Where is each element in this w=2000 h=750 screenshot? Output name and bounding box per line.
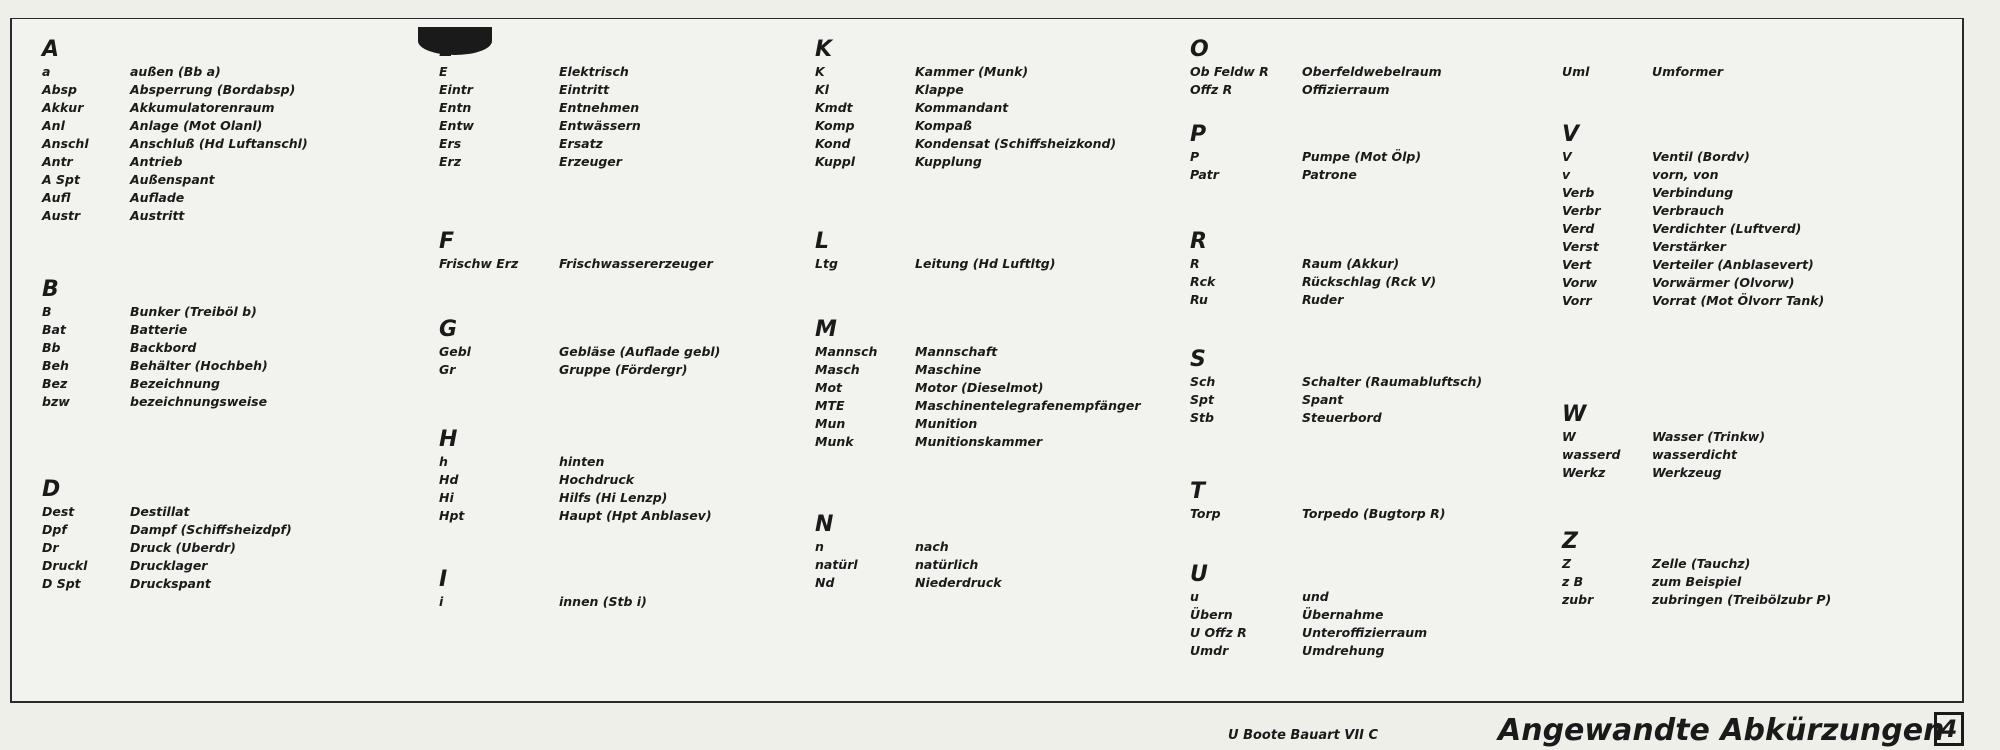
page-number: 4	[1934, 712, 1964, 746]
abbreviation-meaning: Mannschaft	[915, 344, 998, 359]
abbreviation: Erz	[439, 154, 461, 169]
abbreviation: Beh	[42, 358, 69, 373]
abbreviation: Bb	[42, 340, 61, 355]
abbreviation-meaning: Auflade	[130, 190, 185, 205]
abbreviation-meaning: Munition	[915, 416, 978, 431]
abbreviation: zubr	[1562, 592, 1594, 607]
abbreviation: V	[1562, 149, 1572, 164]
abbreviation: Vorw	[1562, 275, 1598, 290]
abbreviation: U Offz R	[1190, 625, 1247, 640]
abbreviation-meaning: Gruppe (Fördergr)	[559, 362, 688, 377]
abbreviation-meaning: Offizierraum	[1302, 82, 1390, 97]
abbreviation-meaning: Hilfs (Hi Lenzp)	[559, 490, 668, 505]
abbreviation: Eintr	[439, 82, 473, 97]
section-letter: P	[1190, 122, 1207, 147]
abbreviation: Entw	[439, 118, 474, 133]
section-letter: I	[439, 567, 448, 592]
section-letter: E	[439, 37, 455, 62]
abbreviation: i	[439, 594, 444, 609]
abbreviation: Z	[1562, 556, 1572, 571]
abbreviation-meaning: Verstärker	[1652, 239, 1726, 254]
abbreviation: K	[815, 64, 825, 79]
abbreviation-meaning: Entnehmen	[559, 100, 640, 115]
abbreviation: Kuppl	[815, 154, 856, 169]
abbreviation-meaning: vorn, von	[1652, 167, 1719, 182]
abbreviation: P	[1190, 149, 1200, 164]
abbreviation: Frischw Erz	[439, 256, 519, 271]
abbreviation: Vert	[1562, 257, 1592, 272]
abbreviation-meaning: Umformer	[1652, 64, 1724, 79]
abbreviation: Dpf	[42, 522, 67, 537]
abbreviation: Offz R	[1190, 82, 1233, 97]
abbreviation-meaning: Bezeichnung	[130, 376, 220, 391]
abbreviation: a	[42, 64, 51, 79]
abbreviation-meaning: Wasser (Trinkw)	[1652, 429, 1766, 444]
abbreviation-meaning: Niederdruck	[915, 575, 1002, 590]
abbreviation-meaning: nach	[915, 539, 949, 554]
abbreviation-meaning: Anlage (Mot Olanl)	[130, 118, 263, 133]
abbreviation: Absp	[42, 82, 78, 97]
abbreviation: Akkur	[42, 100, 84, 115]
abbreviation-meaning: Verdichter (Luftverd)	[1652, 221, 1802, 236]
abbreviation: Mot	[815, 380, 843, 395]
abbreviation-meaning: Zelle (Tauchz)	[1652, 556, 1751, 571]
abbreviation: Aufl	[42, 190, 71, 205]
abbreviation-meaning: Unteroffizierraum	[1302, 625, 1428, 640]
abbreviation-meaning: Munitionskammer	[915, 434, 1043, 449]
abbreviation: Sch	[1190, 374, 1216, 389]
abbreviation: Patr	[1190, 167, 1219, 182]
abbreviation-meaning: Druck (Uberdr)	[130, 540, 236, 555]
abbreviation-meaning: außen (Bb a)	[130, 64, 221, 79]
abbreviation: Verd	[1562, 221, 1595, 236]
abbreviation: MTE	[815, 398, 845, 413]
abbreviation-meaning: Außenspant	[130, 172, 215, 187]
abbreviation: natürl	[815, 557, 858, 572]
abbreviation-meaning: Vorrat (Mot Ölvorr Tank)	[1652, 293, 1825, 308]
abbreviation: E	[439, 64, 448, 79]
abbreviation-meaning: Antrieb	[130, 154, 183, 169]
abbreviation-meaning: Kommandant	[915, 100, 1009, 115]
abbreviation-meaning: Motor (Dieselmot)	[915, 380, 1044, 395]
abbreviation-meaning: Haupt (Hpt Anblasev)	[559, 508, 712, 523]
abbreviation: Entn	[439, 100, 472, 115]
abbreviation: Kmdt	[815, 100, 853, 115]
abbreviation-meaning: Erzeuger	[559, 154, 622, 169]
abbreviation: Stb	[1190, 410, 1214, 425]
abbreviation-meaning: Akkumulatorenraum	[130, 100, 275, 115]
abbreviation: Anl	[42, 118, 65, 133]
abbreviation-meaning: Frischwassererzeuger	[559, 256, 713, 271]
abbreviation: Verst	[1562, 239, 1599, 254]
section-letter: N	[815, 512, 834, 537]
abbreviation-meaning: Schalter (Raumabluftsch)	[1302, 374, 1483, 389]
abbreviation: Übern	[1190, 607, 1233, 622]
abbreviation: Nd	[815, 575, 835, 590]
footer-type-code: U Boote Bauart VII C	[1228, 728, 1379, 743]
section-letter: L	[815, 229, 830, 254]
section-letter: G	[439, 317, 458, 342]
abbreviation-meaning: Kammer (Munk)	[915, 64, 1029, 79]
abbreviation-meaning: Gebläse (Auflade gebl)	[559, 344, 721, 359]
abbreviation: Werkz	[1562, 465, 1606, 480]
abbreviation: Masch	[815, 362, 860, 377]
abbreviation-meaning: Steuerbord	[1302, 410, 1382, 425]
abbreviation: Kl	[815, 82, 829, 97]
abbreviation: Hi	[439, 490, 454, 505]
abbreviation: wasserd	[1562, 447, 1621, 462]
abbreviation-meaning: Vorwärmer (Olvorw)	[1652, 275, 1795, 290]
abbreviation: bzw	[42, 394, 70, 409]
abbreviation-meaning: Leitung (Hd Luftltg)	[915, 256, 1056, 271]
section-letter: H	[439, 427, 458, 452]
abbreviation-meaning: Verbrauch	[1652, 203, 1725, 218]
abbreviation: u	[1190, 589, 1199, 604]
abbreviation-meaning: Rückschlag (Rck V)	[1302, 274, 1437, 289]
abbreviation: D Spt	[42, 576, 81, 591]
abbreviation-meaning: Spant	[1302, 392, 1344, 407]
section-letter: U	[1190, 562, 1208, 587]
abbreviation: Bez	[42, 376, 68, 391]
abbreviation: Verb	[1562, 185, 1595, 200]
abbreviation-meaning: Austritt	[130, 208, 185, 223]
section-letter: Z	[1562, 529, 1578, 554]
abbreviation: n	[815, 539, 824, 554]
abbreviation-meaning: Absperrung (Bordabsp)	[130, 82, 296, 97]
abbreviation-meaning: Kompaß	[915, 118, 972, 133]
section-letter: A	[42, 37, 60, 62]
ink-blot	[418, 27, 492, 55]
abbreviation: Austr	[42, 208, 81, 223]
abbreviation: Gr	[439, 362, 456, 377]
abbreviation: Anschl	[42, 136, 89, 151]
abbreviation: W	[1562, 429, 1576, 444]
abbreviation-meaning: Batterie	[130, 322, 188, 337]
section-letter: W	[1562, 402, 1587, 427]
abbreviation-meaning: Entwässern	[559, 118, 641, 133]
abbreviation-meaning: Destillat	[130, 504, 190, 519]
abbreviation: A Spt	[42, 172, 80, 187]
section-letter: F	[439, 229, 455, 254]
abbreviation-meaning: Klappe	[915, 82, 964, 97]
abbreviation-meaning: Kondensat (Schiffsheizkond)	[915, 136, 1117, 151]
abbreviation: Komp	[815, 118, 855, 133]
abbreviation-meaning: zum Beispiel	[1652, 574, 1742, 589]
abbreviation: Dest	[42, 504, 75, 519]
abbreviation-meaning: Eintritt	[559, 82, 610, 97]
abbreviation-meaning: Übernahme	[1302, 607, 1384, 622]
section-letter: T	[1190, 479, 1206, 504]
abbreviation-meaning: Backbord	[130, 340, 197, 355]
abbreviation-meaning: Pumpe (Mot Ölp)	[1302, 149, 1422, 164]
section-letter: M	[815, 317, 837, 342]
abbreviation-sheet	[10, 18, 1964, 703]
abbreviation-meaning: Werkzeug	[1652, 465, 1722, 480]
abbreviation: Vorr	[1562, 293, 1592, 308]
abbreviation: R	[1190, 256, 1200, 271]
abbreviation: Dr	[42, 540, 59, 555]
abbreviation-meaning: Hochdruck	[559, 472, 635, 487]
abbreviation-meaning: Patrone	[1302, 167, 1357, 182]
abbreviation-meaning: Maschine	[915, 362, 982, 377]
abbreviation: Druckl	[42, 558, 88, 573]
abbreviation: Ru	[1190, 292, 1208, 307]
abbreviation: z B	[1562, 574, 1584, 589]
footer-title: Angewandte Abkürzungen	[1498, 713, 1945, 748]
abbreviation-meaning: wasserdicht	[1652, 447, 1738, 462]
abbreviation-meaning: Druckspant	[130, 576, 211, 591]
abbreviation-meaning: Drucklager	[130, 558, 208, 573]
abbreviation-meaning: Raum (Akkur)	[1302, 256, 1400, 271]
section-letter: B	[42, 277, 59, 302]
section-letter: S	[1190, 347, 1206, 372]
section-letter: D	[42, 477, 61, 502]
abbreviation: Umdr	[1190, 643, 1229, 658]
abbreviation: Spt	[1190, 392, 1214, 407]
abbreviation-meaning: Ruder	[1302, 292, 1344, 307]
abbreviation-meaning: hinten	[559, 454, 605, 469]
abbreviation-meaning: innen (Stb i)	[559, 594, 647, 609]
abbreviation: Ers	[439, 136, 462, 151]
abbreviation: Ltg	[815, 256, 838, 271]
abbreviation: Uml	[1562, 64, 1590, 79]
abbreviation-meaning: und	[1302, 589, 1329, 604]
abbreviation: B	[42, 304, 52, 319]
abbreviation-meaning: zubringen (Treibölzubr P)	[1652, 592, 1832, 607]
abbreviation: Ob Feldw R	[1190, 64, 1269, 79]
abbreviation: Verbr	[1562, 203, 1601, 218]
section-letter: O	[1190, 37, 1209, 62]
abbreviation-meaning: Ersatz	[559, 136, 603, 151]
abbreviation-meaning: bezeichnungsweise	[130, 394, 268, 409]
abbreviation-meaning: Behälter (Hochbeh)	[130, 358, 268, 373]
abbreviation-meaning: Ventil (Bordv)	[1652, 149, 1750, 164]
abbreviation-meaning: Verteiler (Anblasevert)	[1652, 257, 1814, 272]
abbreviation: Antr	[42, 154, 73, 169]
section-letter: R	[1190, 229, 1207, 254]
abbreviation: Rck	[1190, 274, 1216, 289]
abbreviation: Hd	[439, 472, 459, 487]
abbreviation: Gebl	[439, 344, 471, 359]
abbreviation-meaning: natürlich	[915, 557, 979, 572]
abbreviation-meaning: Torpedo (Bugtorp R)	[1302, 506, 1446, 521]
abbreviation: Torp	[1190, 506, 1221, 521]
abbreviation: h	[439, 454, 448, 469]
abbreviation-meaning: Bunker (Treiböl b)	[130, 304, 257, 319]
abbreviation: Mun	[815, 416, 846, 431]
abbreviation-meaning: Elektrisch	[559, 64, 629, 79]
abbreviation: Mannsch	[815, 344, 878, 359]
abbreviation-meaning: Maschinentelegrafenempfänger	[915, 398, 1141, 413]
abbreviation-meaning: Oberfeldwebelraum	[1302, 64, 1442, 79]
abbreviation: Munk	[815, 434, 854, 449]
abbreviation: v	[1562, 167, 1571, 182]
abbreviation: Bat	[42, 322, 66, 337]
abbreviation-meaning: Umdrehung	[1302, 643, 1385, 658]
abbreviation-meaning: Verbindung	[1652, 185, 1734, 200]
abbreviation-meaning: Kupplung	[915, 154, 982, 169]
section-letter: K	[815, 37, 833, 62]
abbreviation-meaning: Dampf (Schiffsheizdpf)	[130, 522, 292, 537]
abbreviation-meaning: Anschluß (Hd Luftanschl)	[130, 136, 308, 151]
abbreviation: Hpt	[439, 508, 465, 523]
section-letter: V	[1562, 122, 1580, 147]
abbreviation: Kond	[815, 136, 851, 151]
